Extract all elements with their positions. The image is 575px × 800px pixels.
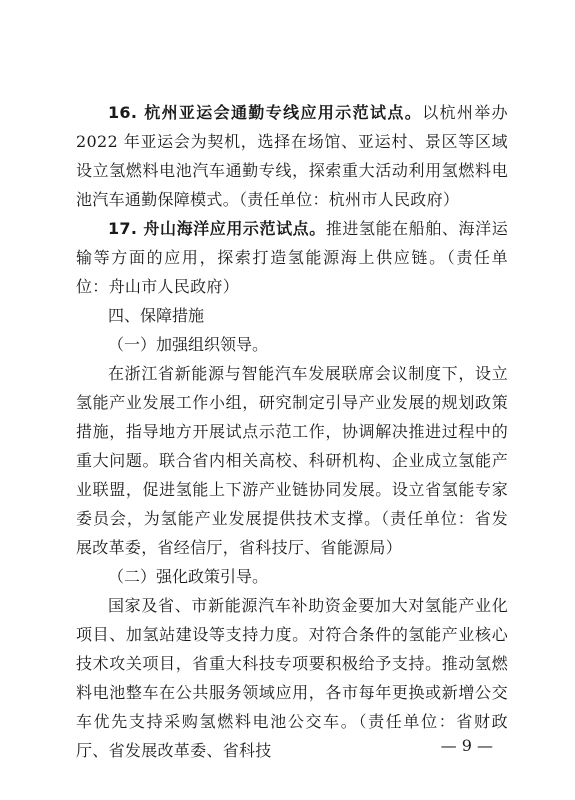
section-heading: 四、保障措施 [108, 306, 205, 325]
page-number: — 9 — [440, 736, 493, 755]
document-content [76, 98, 508, 765]
item-17-title: 17. 舟山海洋应用示范试点。 [108, 219, 326, 238]
subsection-1-body: 在浙江省新能源与智能汽车发展联席会议制度下，设立氢能产业发展工作小组，研究制定引导产业发展的规划政策措施，指导地方开展试点示范工作，协调解决推进过程中的重大问题。联合省内相关高校、科研机构、企业成立氢能产业联盟，促进氢能上下游产业链协同发展。设立省氢能专家委员会，为氢能产业发展提供技术支撑。（责任单位：省发展改革委，省经信厅，省科技厅、省能源局） [76, 364, 508, 557]
subsection-2-heading: （二）强化政策引导。 [108, 567, 269, 586]
item-16-body: 以杭州举办 2022 年亚运会为契机，选择在场馆、亚运村、景区等区域设立氢燃料电池汽车通勤专线，探索重大活动利用氢燃料电池汽车通勤保障模式。（责任单位：杭州市人民政府） [76, 103, 508, 209]
item-17-paragraph [76, 214, 508, 301]
item-17-body: 推进氢能在船舶、海洋运输等方面的应用，探索打造氢能源海上供应链。（责任单位：舟山市人民政府） [76, 219, 508, 296]
subsection-1-heading: （一）加强组织领导。 [108, 335, 269, 354]
item-16-title: 16. 杭州亚运会通勤专线应用示范试点。 [108, 103, 423, 122]
item-16-paragraph [76, 98, 508, 214]
subsection-2-body: 国家及省、市新能源汽车补助资金要加大对氢能产业化项目、加氢站建设等支持力度。对符合条件的氢能产业核心技术攻关项目，省重大科技专项要积极给予支持。推动氢燃料电池整车在公共服务领域应用，各市每年更换或新增公交车优先支持采购氢燃料电池公交车。（责任单位：省财政厅、省发展改革委、省科技 [76, 596, 508, 760]
